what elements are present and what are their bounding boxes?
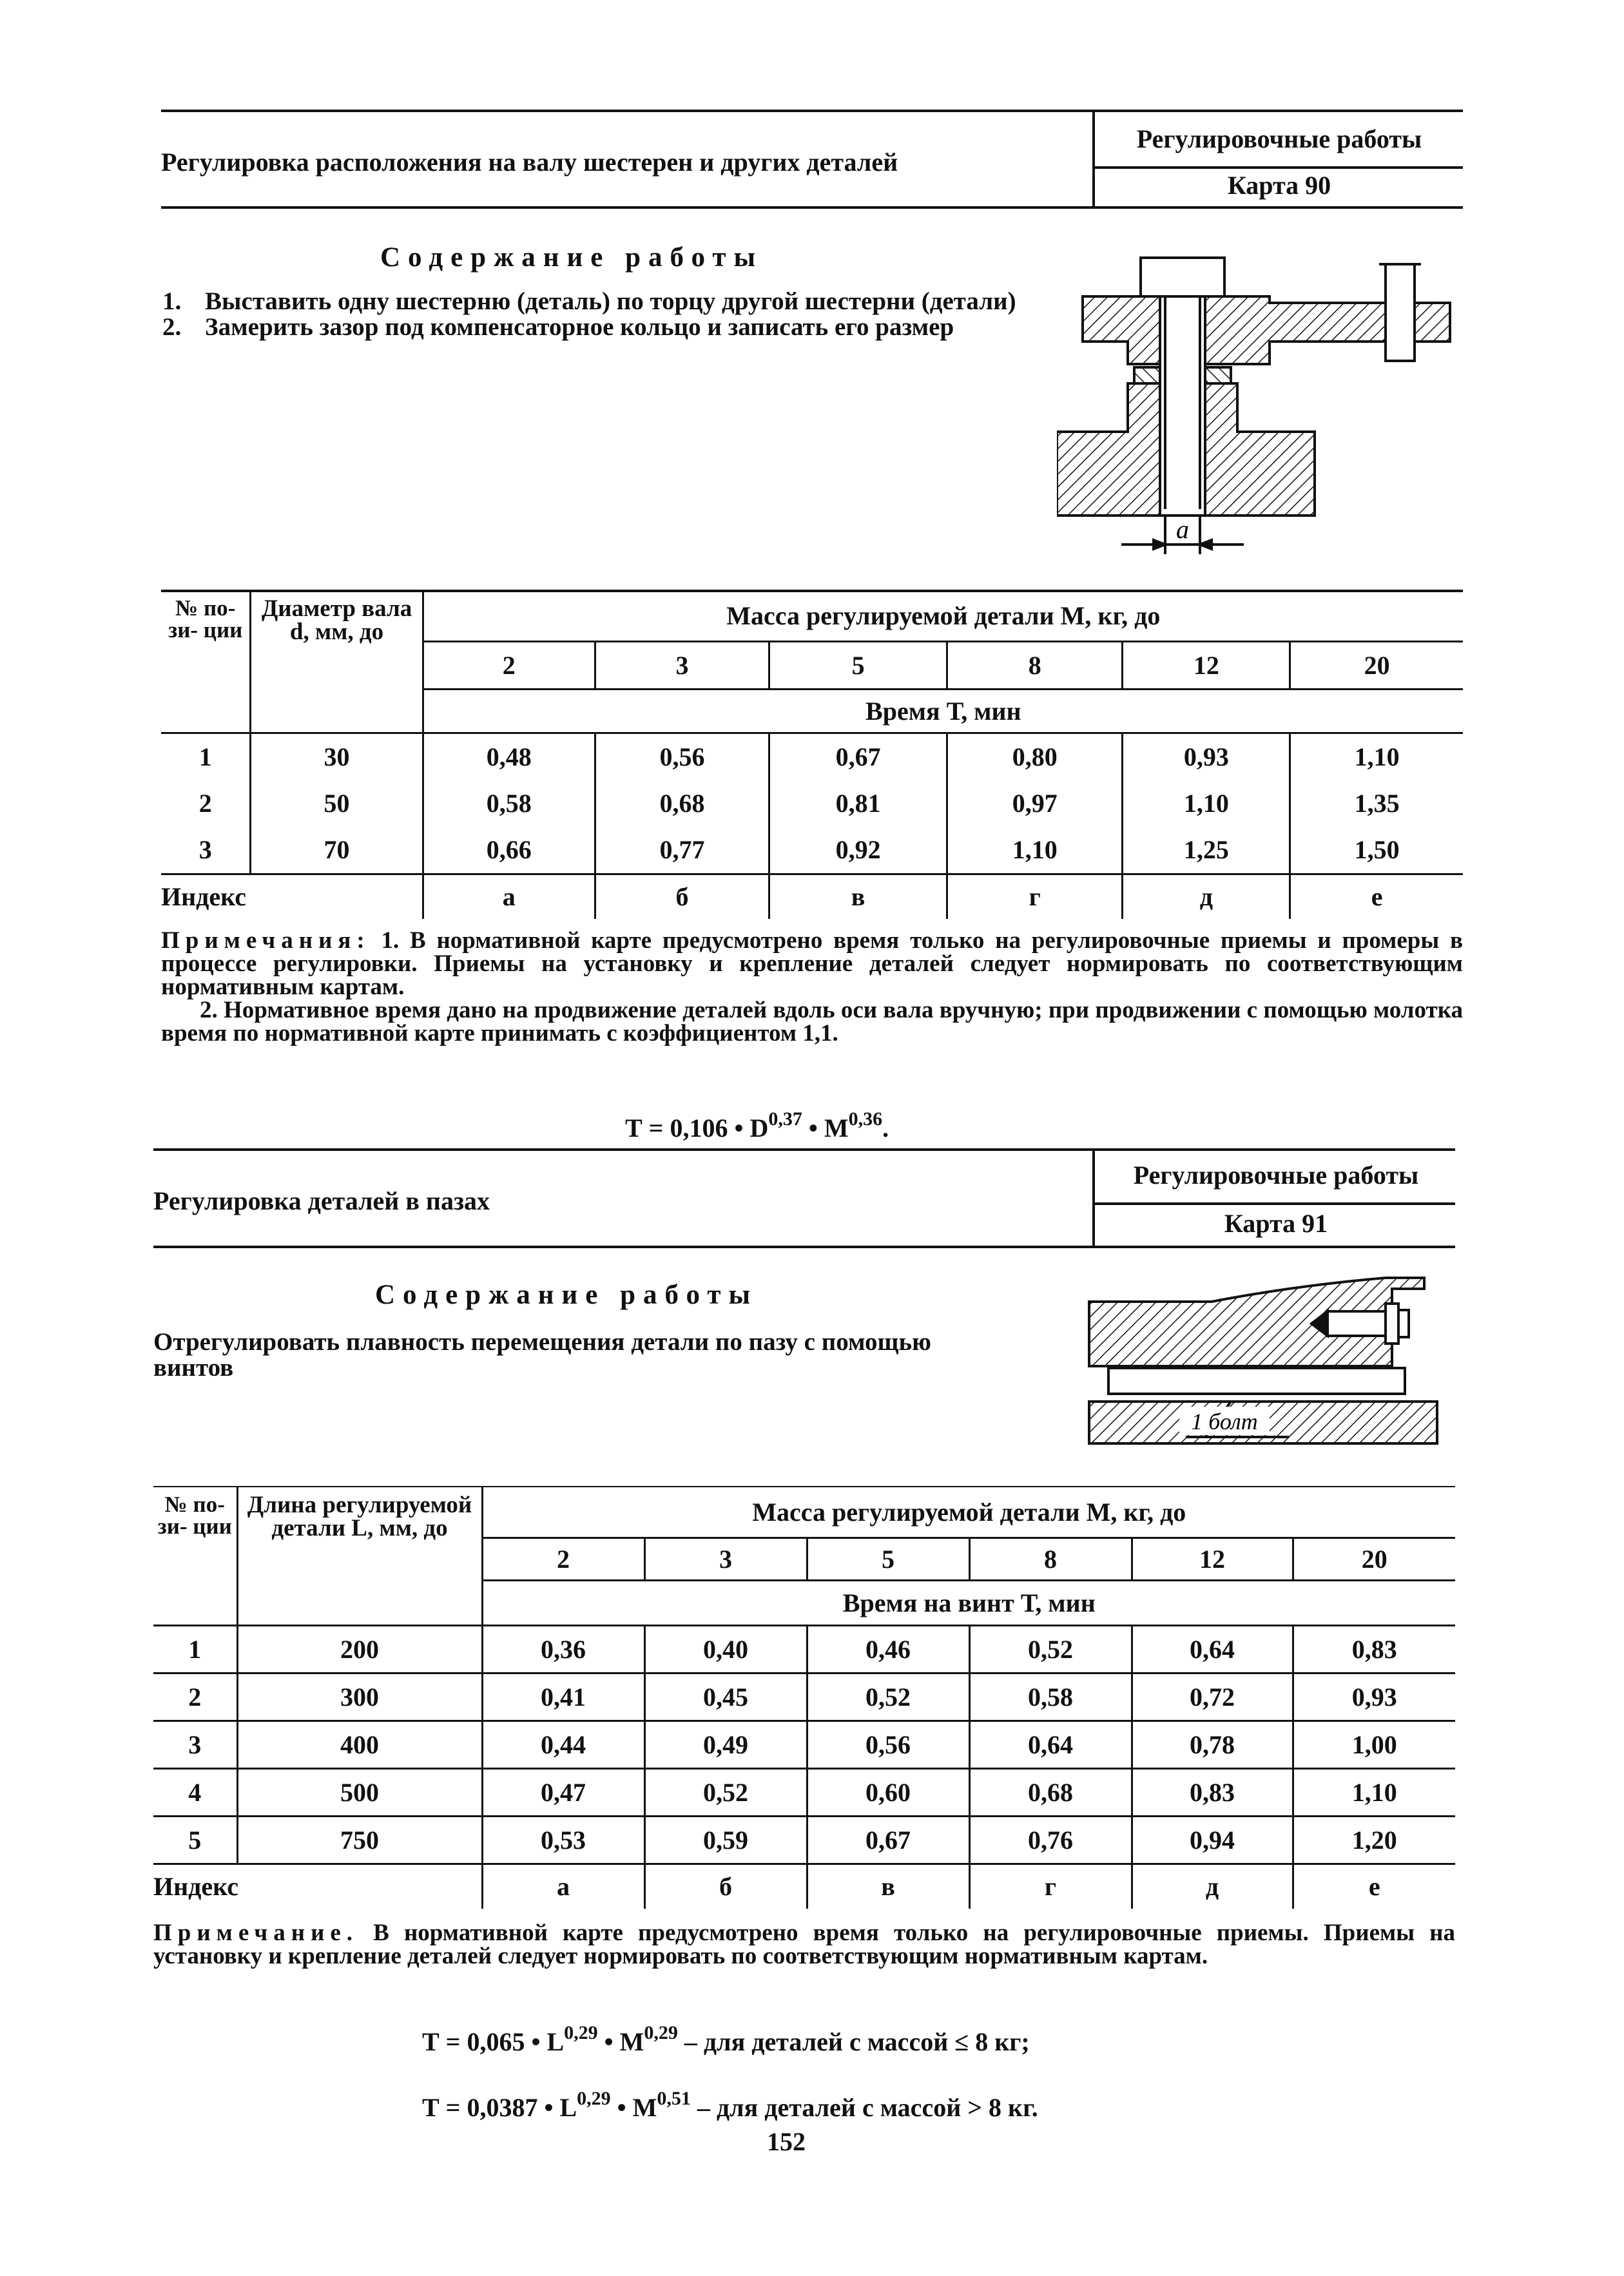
index-cell: д [1132, 1864, 1293, 1909]
header-right-rule [1094, 1202, 1455, 1205]
index-cell: а [482, 1864, 644, 1909]
figure-label: 1 болт [1191, 1409, 1258, 1434]
card-category: Регулировочные работы [1136, 124, 1422, 153]
cell-param: 400 [237, 1721, 482, 1768]
cell-value: 0,92 [769, 827, 947, 874]
cell-value: 0,58 [969, 1673, 1132, 1721]
index-cell: е [1368, 1872, 1380, 1902]
cell-value: 0,83 [1293, 1625, 1455, 1673]
cell-value: 1,10 [1123, 780, 1290, 827]
cell-pos: 3 [161, 827, 251, 874]
notes-90 [161, 929, 1463, 1045]
step-text: Замерить зазор под компенсаторное кольцо и записать его размер [205, 313, 954, 341]
cell-value: 0,49 [644, 1721, 807, 1768]
cell-value: 0,44 [482, 1721, 644, 1768]
header-diameter: Диаметр вала d, мм, до [251, 591, 423, 733]
step-item [162, 314, 1045, 340]
cell-value: 0,52 [969, 1625, 1132, 1673]
formula-91-light [422, 2022, 1030, 2057]
formula-mid: • M [610, 2093, 657, 2122]
cell-value: 0,78 [1132, 1721, 1293, 1768]
gear-shaft-figure [1057, 245, 1469, 561]
table-row [153, 1721, 1455, 1768]
cell-value: 0,68 [969, 1768, 1132, 1816]
formula-exponent: 0,29 [577, 2088, 611, 2109]
table-row [161, 733, 1463, 780]
note-label: Примечание. [153, 1920, 359, 1946]
note-text: В нормативной карте предусмотрено время только на регулировочные приемы. Приемы на установку и крепление деталей следует нормировать по соответствующим нормативным картам. [153, 1920, 1456, 1969]
mass-col: 8 [947, 641, 1123, 689]
formula-exponent: 0,37 [768, 1108, 802, 1130]
mass-col: 20 [1290, 641, 1463, 689]
cell-value: 1,20 [1293, 1816, 1455, 1864]
header-right-rule [1094, 166, 1463, 169]
cell-value: 0,56 [807, 1721, 969, 1768]
card-number: Карта 91 [1224, 1209, 1328, 1238]
mass-col: 12 [1132, 1538, 1293, 1580]
cell-param: 50 [251, 780, 423, 827]
cell-value: 0,64 [969, 1721, 1132, 1768]
section-heading: Содержание работы [380, 242, 764, 273]
mass-col: 20 [1293, 1538, 1455, 1580]
index-cell: а [423, 874, 595, 919]
card-title: Регулировка деталей в пазах [153, 1186, 490, 1215]
formula-tail: – для деталей с массой ≤ 8 кг; [677, 2027, 1030, 2056]
table-row [153, 1625, 1455, 1673]
index-label: Индекс [161, 874, 423, 919]
cell-pos: 1 [161, 733, 251, 780]
cell-value: 0,48 [423, 733, 595, 780]
header-top-rule [153, 1148, 1455, 1151]
table-row [153, 1768, 1455, 1816]
cell-param: 200 [237, 1625, 482, 1673]
cell-param: 30 [251, 733, 423, 780]
mass-col: 2 [423, 641, 595, 689]
index-cell: б [595, 874, 769, 919]
note-text: 1. В нормативной карте предусмотрено время только на регулировочные приемы и промеры в процессе регулировки. Приемы на установку и крепление деталей следует нормировать по соответствующим нормативным картам. [161, 927, 1463, 1000]
step-item [162, 289, 1045, 314]
cell-value: 0,59 [644, 1816, 807, 1864]
formula-mid: • M [802, 1114, 849, 1143]
formula-tail: – для деталей с массой > 8 кг. [690, 2093, 1038, 2122]
header-position: № по- зи- ции [153, 1487, 237, 1625]
header-mass: Масса регулируемой детали М, кг, до [482, 1487, 1455, 1538]
cell-value: 0,76 [969, 1816, 1132, 1864]
note-label: Примечания: [161, 927, 371, 954]
cell-pos: 2 [153, 1673, 237, 1721]
cell-value: 1,10 [947, 827, 1123, 874]
header-bottom-rule [161, 206, 1463, 209]
mass-col: 3 [644, 1538, 807, 1580]
index-cell: г [969, 1864, 1132, 1909]
mass-col: 2 [482, 1538, 644, 1580]
mass-col: 8 [969, 1538, 1132, 1580]
index-cell: д [1123, 874, 1290, 919]
cell-value: 0,41 [482, 1673, 644, 1721]
page-number: 152 [767, 2127, 806, 2156]
table-row [153, 1673, 1455, 1721]
formula-mid: • M [597, 2027, 644, 2056]
notes-91 [153, 1922, 1455, 1968]
index-cell: г [947, 874, 1123, 919]
cell-pos: 3 [153, 1721, 237, 1768]
time-label: Время на винт Т, мин [482, 1580, 1455, 1625]
cell-value: 0,93 [1293, 1673, 1455, 1721]
note-text: 2. Нормативное время дано на продвижение деталей вдоль оси вала вручную; при продвижении с помощью молотка время по нормативной карте принимать с коэффициентом 1,1. [161, 997, 1463, 1046]
index-row [161, 874, 1463, 919]
header-position: № по- зи- ции [161, 591, 251, 733]
formula-tail: . [882, 1114, 889, 1143]
cell-value: 1,25 [1123, 827, 1290, 874]
work-description: Отрегулировать плавность перемещения детали по пазу с помощью винтов [153, 1328, 931, 1382]
cell-value: 0,66 [423, 827, 595, 874]
cell-value: 0,67 [807, 1816, 969, 1864]
cell-value: 0,68 [595, 780, 769, 827]
cell-param: 300 [237, 1673, 482, 1721]
cell-value: 1,50 [1290, 827, 1463, 874]
formula-lead: Т = 0,065 • L [422, 2027, 565, 2056]
cell-pos: 1 [153, 1625, 237, 1673]
slot-bolt-figure [1083, 1273, 1444, 1453]
formula-lead: Т = 0,106 • D [625, 1114, 769, 1143]
table-row [161, 780, 1463, 827]
cell-value: 0,36 [482, 1625, 644, 1673]
table-row [161, 827, 1463, 874]
cell-value: 1,35 [1354, 789, 1400, 818]
cell-value: 0,97 [947, 780, 1123, 827]
cell-pos: 2 [161, 780, 251, 827]
cell-value: 1,00 [1293, 1721, 1455, 1768]
cell-pos: 5 [153, 1816, 237, 1864]
formula-lead: Т = 0,0387 • L [422, 2093, 577, 2122]
step-text: Выставить одну шестерню (деталь) по торцу другой шестерни (детали) [205, 287, 1016, 315]
index-cell: б [644, 1864, 807, 1909]
formula-exponent: 0,51 [657, 2088, 691, 2109]
cell-value: 0,83 [1132, 1768, 1293, 1816]
formula-exponent: 0,29 [564, 2022, 598, 2043]
step-number: 2. [162, 313, 182, 341]
step-number: 1. [162, 287, 182, 315]
header-mass: Масса регулируемой детали М, кг, до [423, 591, 1463, 641]
cell-value: 0,80 [947, 733, 1123, 780]
cell-value: 0,93 [1123, 733, 1290, 780]
dimension-label: a [1176, 515, 1189, 544]
mass-col: 5 [807, 1538, 969, 1580]
cell-param: 500 [237, 1768, 482, 1816]
cell-value: 0,47 [482, 1768, 644, 1816]
cell-value: 0,94 [1132, 1816, 1293, 1864]
cell-value: 1,10 [1354, 742, 1400, 771]
cell-value: 0,46 [807, 1625, 969, 1673]
cell-value: 0,52 [807, 1673, 969, 1721]
card-category: Регулировочные работы [1133, 1161, 1419, 1190]
header-bottom-rule [153, 1246, 1455, 1248]
cell-pos: 4 [153, 1768, 237, 1816]
work-steps [162, 289, 1045, 340]
index-cell: в [769, 874, 947, 919]
cell-param: 750 [237, 1816, 482, 1864]
cell-value: 0,40 [644, 1625, 807, 1673]
formula-90 [625, 1108, 889, 1143]
mass-col: 12 [1123, 641, 1290, 689]
formula-91-heavy [422, 2088, 1038, 2123]
cell-value: 0,64 [1132, 1625, 1293, 1673]
header-divider [1092, 1150, 1095, 1247]
formula-exponent: 0,36 [848, 1108, 883, 1130]
header-length: Длина регулируемой детали L, мм, до [237, 1487, 482, 1625]
index-cell: е [1371, 882, 1383, 912]
section-heading: Содержание работы [375, 1280, 759, 1310]
cell-value: 1,10 [1293, 1768, 1455, 1816]
cell-value: 0,77 [595, 827, 769, 874]
cell-value: 0,60 [807, 1768, 969, 1816]
time-table-90 [161, 591, 1463, 919]
mass-col: 5 [769, 641, 947, 689]
cell-value: 0,67 [769, 733, 947, 780]
index-cell: в [807, 1864, 969, 1909]
card-title: Регулировка расположения на валу шестерен и других деталей [161, 148, 898, 177]
card-number: Карта 90 [1227, 171, 1331, 200]
cell-value: 0,72 [1132, 1673, 1293, 1721]
cell-value: 0,52 [644, 1768, 807, 1816]
index-label: Индекс [153, 1864, 482, 1909]
cell-value: 0,58 [423, 780, 595, 827]
cell-value: 0,81 [769, 780, 947, 827]
table-row [153, 1816, 1455, 1864]
time-table-91-body [153, 1487, 1455, 1909]
header-divider [1092, 111, 1095, 207]
cell-param: 70 [251, 827, 423, 874]
cell-value: 0,45 [644, 1673, 807, 1721]
cell-value: 0,56 [595, 733, 769, 780]
time-label: Время Т, мин [423, 689, 1463, 733]
header-top-rule [161, 110, 1463, 112]
index-row [153, 1864, 1455, 1909]
mass-col: 3 [595, 641, 769, 689]
formula-exponent: 0,29 [644, 2022, 678, 2043]
cell-value: 0,53 [482, 1816, 644, 1864]
